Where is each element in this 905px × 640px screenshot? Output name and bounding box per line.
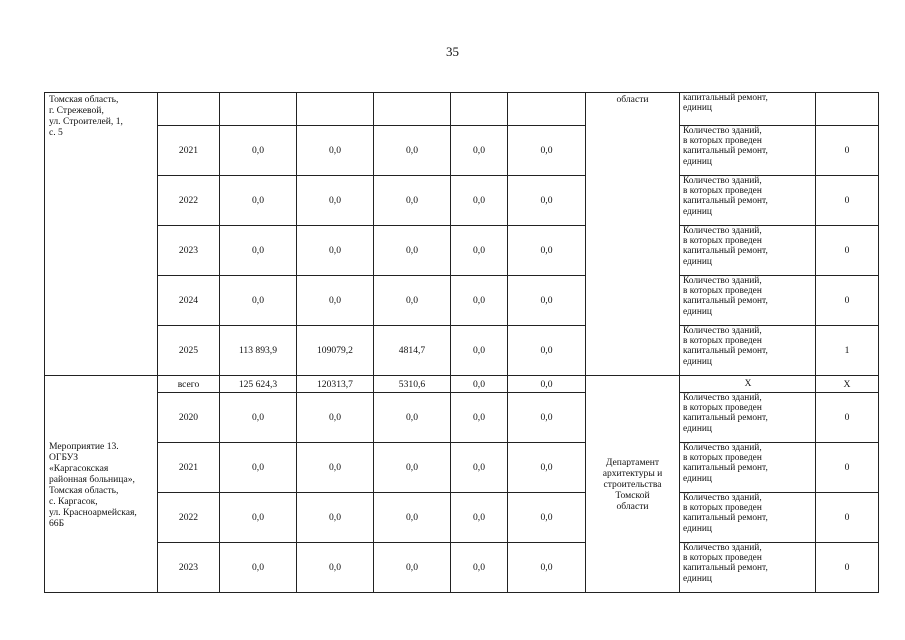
value-cell: 0,0 (508, 543, 586, 593)
value-cell: 0,0 (508, 443, 586, 493)
indicator-cell: Количество зданий, в которых проведен капитальный ремонт, единиц (680, 176, 816, 226)
budget-table (44, 92, 879, 593)
object-cell: Томская область, г. Стрежевой, ул. Строителей, 1, с. 5 (45, 93, 158, 376)
table-row (45, 126, 879, 176)
value-cell: 0,0 (297, 393, 374, 443)
value-cell: 0,0 (297, 126, 374, 176)
table-row (45, 493, 879, 543)
table-row (45, 176, 879, 226)
year-cell: 2022 (158, 493, 220, 543)
value-cell: 0,0 (508, 326, 586, 376)
value-cell: 0,0 (297, 443, 374, 493)
table-row (45, 226, 879, 276)
value-cell: 0,0 (220, 393, 297, 443)
value-cell: 0,0 (451, 326, 508, 376)
value-cell: 0,0 (451, 226, 508, 276)
value-cell: 0,0 (220, 176, 297, 226)
value-cell: 0,0 (374, 493, 451, 543)
value-cell: 0,0 (297, 176, 374, 226)
table-row (45, 543, 879, 593)
value-cell: 0,0 (297, 493, 374, 543)
value-cell: 0,0 (374, 543, 451, 593)
indicator-cell: Количество зданий, в которых проведен капитальный ремонт, единиц (680, 226, 816, 276)
value-cell: 0,0 (374, 226, 451, 276)
table-row (45, 276, 879, 326)
year-cell: 2023 (158, 226, 220, 276)
executor-cell: Департамент архитектуры и строительства Томской области (586, 376, 680, 593)
indicator-cell: Количество зданий, в которых проведен капитальный ремонт, единиц (680, 326, 816, 376)
indicator-cell: капитальный ремонт, единиц (680, 93, 816, 126)
indicator-value-cell: 0 (816, 443, 879, 493)
value-cell: 0,0 (220, 443, 297, 493)
indicator-value-cell: 0 (816, 276, 879, 326)
year-cell: 2020 (158, 393, 220, 443)
indicator-value-cell: 0 (816, 543, 879, 593)
value-cell: 0,0 (508, 493, 586, 543)
value-cell: 0,0 (220, 126, 297, 176)
year-cell: 2025 (158, 326, 220, 376)
year-cell: 2021 (158, 443, 220, 493)
value-cell: 0,0 (451, 376, 508, 393)
year-cell: 2023 (158, 543, 220, 593)
indicator-cell: Количество зданий, в которых проведен капитальный ремонт, единиц (680, 276, 816, 326)
value-cell: 0,0 (374, 176, 451, 226)
table-row (45, 393, 879, 443)
indicator-value-cell: 0 (816, 393, 879, 443)
indicator-cell: Количество зданий, в которых проведен капитальный ремонт, единиц (680, 126, 816, 176)
value-cell (508, 93, 586, 126)
object-cell: Мероприятие 13. ОГБУЗ «Каргасокская районная больница», Томская область, с. Каргасок, ул. Красноармейская, 66Б (45, 376, 158, 593)
value-cell: 0,0 (220, 493, 297, 543)
indicator-cell: Количество зданий, в которых проведен капитальный ремонт, единиц (680, 443, 816, 493)
value-cell: 0,0 (451, 393, 508, 443)
value-cell: 0,0 (374, 393, 451, 443)
value-cell: 0,0 (220, 226, 297, 276)
value-cell: 0,0 (297, 276, 374, 326)
indicator-value-cell: 0 (816, 226, 879, 276)
value-cell: 109079,2 (297, 326, 374, 376)
indicator-value-cell: Х (816, 376, 879, 393)
value-cell: 0,0 (451, 443, 508, 493)
value-cell: 0,0 (297, 226, 374, 276)
value-cell: 0,0 (508, 176, 586, 226)
value-cell: 0,0 (508, 393, 586, 443)
year-cell: всего (158, 376, 220, 393)
value-cell: 4814,7 (374, 326, 451, 376)
indicator-cell: Количество зданий, в которых проведен капитальный ремонт, единиц (680, 543, 816, 593)
value-cell: 0,0 (220, 276, 297, 326)
indicator-value-cell: 1 (816, 326, 879, 376)
value-cell: 0,0 (220, 543, 297, 593)
year-cell: 2024 (158, 276, 220, 326)
value-cell: 0,0 (374, 276, 451, 326)
value-cell: 5310,6 (374, 376, 451, 393)
value-cell: 120313,7 (297, 376, 374, 393)
value-cell (297, 93, 374, 126)
table-row (45, 443, 879, 493)
value-cell (374, 93, 451, 126)
value-cell: 0,0 (374, 443, 451, 493)
value-cell (451, 93, 508, 126)
value-cell: 0,0 (451, 176, 508, 226)
total-row (45, 376, 879, 393)
value-cell: 125 624,3 (220, 376, 297, 393)
executor-cell: области (586, 93, 680, 376)
indicator-value-cell: 0 (816, 176, 879, 226)
indicator-value-cell (816, 93, 879, 126)
value-cell: 0,0 (508, 376, 586, 393)
value-cell: 0,0 (508, 126, 586, 176)
value-cell: 0,0 (297, 543, 374, 593)
value-cell: 0,0 (374, 126, 451, 176)
value-cell: 0,0 (508, 276, 586, 326)
indicator-cell: Х (680, 376, 816, 393)
indicator-value-cell: 0 (816, 126, 879, 176)
value-cell: 0,0 (451, 543, 508, 593)
year-cell: 2022 (158, 176, 220, 226)
indicator-cell: Количество зданий, в которых проведен капитальный ремонт, единиц (680, 493, 816, 543)
value-cell: 0,0 (451, 126, 508, 176)
value-cell (220, 93, 297, 126)
table-row (45, 93, 879, 126)
year-cell (158, 93, 220, 126)
value-cell: 113 893,9 (220, 326, 297, 376)
value-cell: 0,0 (508, 226, 586, 276)
indicator-value-cell: 0 (816, 493, 879, 543)
value-cell: 0,0 (451, 276, 508, 326)
value-cell: 0,0 (451, 493, 508, 543)
indicator-cell: Количество зданий, в которых проведен капитальный ремонт, единиц (680, 393, 816, 443)
year-cell: 2021 (158, 126, 220, 176)
page-number: 35 (446, 44, 459, 59)
table-row (45, 326, 879, 376)
